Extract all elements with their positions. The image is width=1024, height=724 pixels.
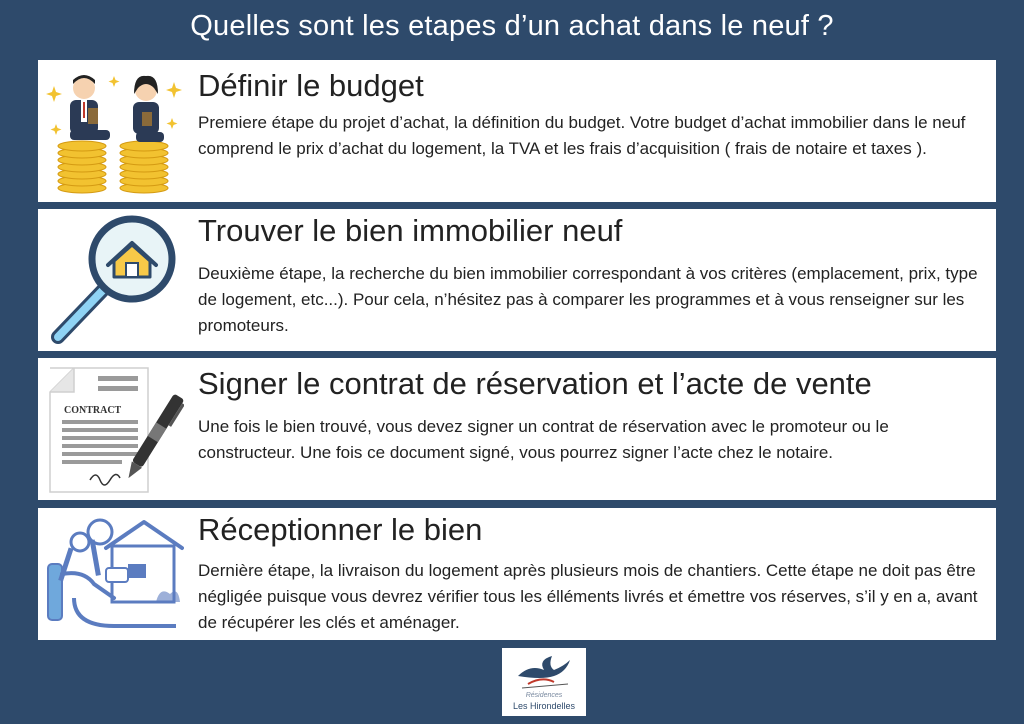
- contract-pen-icon: [44, 364, 184, 501]
- logo-line2: Les Hirondelles: [512, 701, 576, 711]
- magnifier-house-icon: [44, 215, 184, 352]
- step-card-search: [38, 209, 996, 351]
- company-logo: [502, 648, 586, 716]
- step-heading: Trouver le bien immobilier neuf: [198, 213, 623, 248]
- page-title: Quelles sont les etapes d’un achat dans le neuf ?: [190, 10, 834, 42]
- step-card-delivery: [38, 508, 996, 640]
- step-card-contract: [38, 358, 996, 500]
- contract-label: CONTRACT: [64, 405, 122, 416]
- step-text: Premiere étape du projet d’achat, la définition du budget. Votre budget d’achat immobilier dans le neuf comprend le prix d’achat du logement, la TVA et les frais d’acquisition ( frais de notaire et taxes ).: [198, 113, 966, 158]
- step-text: Une fois le bien trouvé, vous devez signer un contrat de réservation avec le promoteur ou le constructeur. Une fois ce document signé, vous pourrez signer l’acte chez le notaire.: [198, 417, 889, 462]
- step-heading: Signer le contrat de réservation et l’acte de vente: [198, 366, 872, 401]
- step-text: Deuxième étape, la recherche du bien immobilier correspondant à vos critères (emplacement, prix, type de logement, etc...). Pour cela, n’hésitez pas à comparer les programmes et à vous renseigner sur les promoteurs.: [198, 264, 978, 335]
- step-text: Dernière étape, la livraison du logement après plusieurs mois de chantiers. Cette étape ne doit pas être négligée puisque vous devrez vérifier tous les élléments livrés et émettre vos réserves, s’il y en a, avant de récupérer les clés et aménager.: [198, 561, 978, 632]
- step-heading: Réceptionner le bien: [198, 512, 483, 547]
- step-card-budget: [38, 60, 996, 202]
- keys-house-icon: [44, 514, 184, 641]
- swallows-logo-icon: [508, 654, 580, 695]
- budget-coins-icon: [44, 68, 184, 201]
- logo-line1: Résidences: [525, 692, 563, 699]
- step-heading: Définir le budget: [198, 68, 424, 103]
